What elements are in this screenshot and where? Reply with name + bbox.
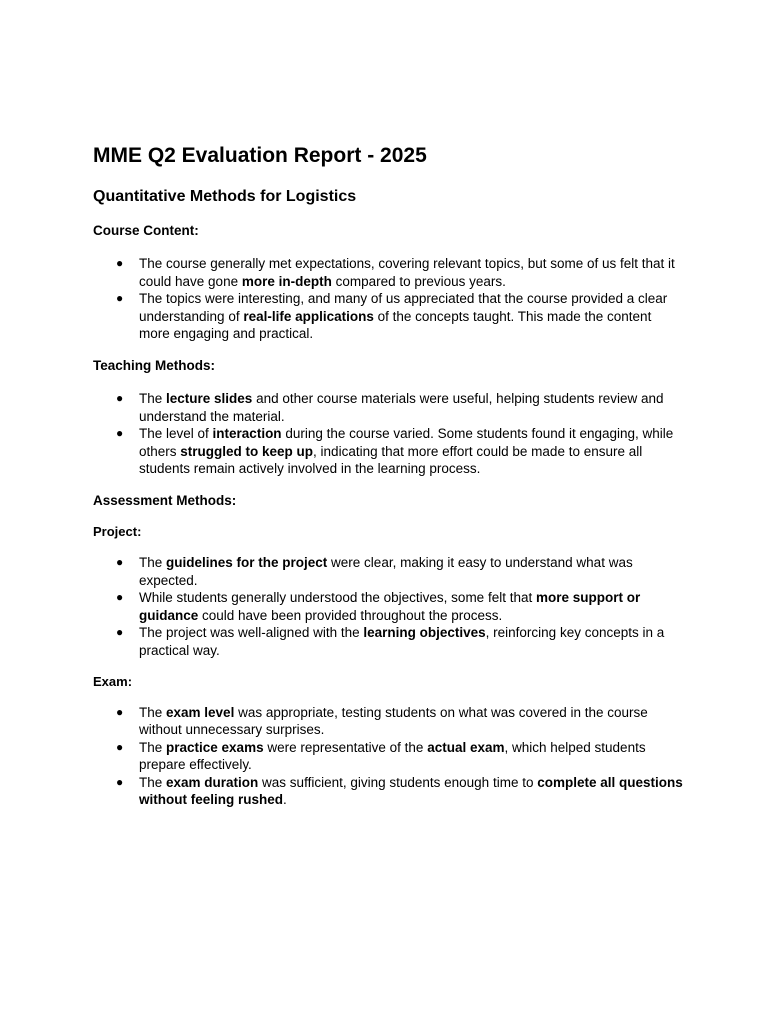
bullet-icon: ● bbox=[116, 554, 124, 569]
course-title: Quantitative Methods for Logistics bbox=[93, 188, 357, 205]
list-item bbox=[93, 774, 683, 809]
body-text: The bbox=[139, 739, 167, 755]
body-text: The bbox=[139, 774, 167, 790]
list-item bbox=[93, 739, 683, 774]
list-item bbox=[93, 554, 683, 589]
body-text: The topics were interesting, and many of us appreciated that the course provided a clear understanding of bbox=[139, 291, 668, 324]
section-heading-assessment-methods: Assessment Methods: bbox=[93, 492, 237, 508]
list-item bbox=[93, 290, 683, 343]
sub-heading-exam: Exam: bbox=[93, 673, 133, 689]
course-content-list bbox=[93, 255, 683, 343]
list-item bbox=[93, 255, 683, 290]
body-text: The project was well-aligned with the bbox=[139, 625, 364, 641]
body-text: The bbox=[139, 704, 167, 720]
body-text: The course generally met expectations, covering relevant topics, but some of us felt that it could have gone bbox=[139, 256, 675, 289]
emphasis-text: exam duration bbox=[166, 774, 259, 790]
emphasis-text: actual exam bbox=[427, 739, 505, 755]
body-text: compared to previous years. bbox=[331, 273, 506, 289]
body-text: were representative of the bbox=[263, 739, 428, 755]
body-text: and other course materials were useful, helping students review and understand the material. bbox=[139, 390, 664, 424]
body-text: , indicating that more effort could be made to ensure all students remain actively involved in the learning process. bbox=[139, 443, 643, 477]
emphasis-text: practice exams bbox=[166, 739, 264, 755]
bullet-icon: ● bbox=[116, 291, 124, 306]
bullet-icon: ● bbox=[116, 704, 124, 719]
body-text: . bbox=[283, 792, 287, 808]
sub-heading-project: Project: bbox=[93, 523, 142, 539]
list-item bbox=[93, 589, 683, 624]
section-heading-teaching-methods: Teaching Methods: bbox=[93, 357, 216, 373]
bullet-icon: ● bbox=[116, 739, 124, 754]
emphasis-text: guidelines for the project bbox=[166, 554, 328, 570]
document-page bbox=[93, 141, 683, 809]
exam-list bbox=[93, 704, 683, 810]
emphasis-text: struggled to keep up bbox=[180, 443, 314, 459]
bullet-icon: ● bbox=[116, 426, 124, 441]
emphasis-text: real-life applications bbox=[243, 308, 374, 324]
emphasis-text: more in-depth bbox=[241, 273, 332, 289]
body-text: The level of bbox=[139, 426, 213, 442]
body-text: , reinforcing key concepts in a practical way. bbox=[139, 625, 665, 658]
body-text: While students generally understood the objectives, some felt that bbox=[139, 590, 536, 606]
emphasis-text: complete all questions without feeling rushed bbox=[139, 774, 683, 808]
section-heading-course-content: Course Content: bbox=[93, 223, 199, 238]
list-item bbox=[93, 425, 683, 478]
list-item bbox=[93, 390, 683, 425]
list-item bbox=[93, 624, 683, 659]
bullet-icon: ● bbox=[116, 590, 124, 605]
emphasis-text: exam level bbox=[166, 704, 235, 720]
body-text: of the concepts taught. This made the content more engaging and practical. bbox=[139, 308, 652, 342]
emphasis-text: more support or guidance bbox=[139, 590, 641, 623]
project-list bbox=[93, 554, 683, 660]
bullet-icon: ● bbox=[116, 774, 124, 789]
body-text: , which helped students prepare effectively. bbox=[139, 739, 646, 773]
bullet-icon: ● bbox=[116, 625, 124, 640]
emphasis-text: lecture slides bbox=[166, 390, 253, 406]
body-text: could have been provided throughout the process. bbox=[198, 607, 503, 623]
body-text: was sufficient, giving students enough time to bbox=[258, 774, 538, 790]
body-text: The bbox=[139, 554, 167, 570]
teaching-methods-list bbox=[93, 390, 683, 478]
body-text: were clear, making it easy to understand what was expected. bbox=[139, 554, 633, 588]
bullet-icon: ● bbox=[116, 256, 124, 270]
document-title: MME Q2 Evaluation Report - 2025 bbox=[93, 144, 427, 167]
bullet-icon: ● bbox=[116, 390, 124, 405]
emphasis-text: interaction bbox=[212, 426, 282, 442]
body-text: during the course varied. Some students found it engaging, while others bbox=[139, 426, 674, 459]
body-text: was appropriate, testing students on what was covered in the course without unnecessary surprises. bbox=[139, 704, 648, 738]
body-text: The bbox=[139, 390, 167, 406]
list-item bbox=[93, 704, 683, 739]
emphasis-text: learning objectives bbox=[363, 625, 486, 641]
